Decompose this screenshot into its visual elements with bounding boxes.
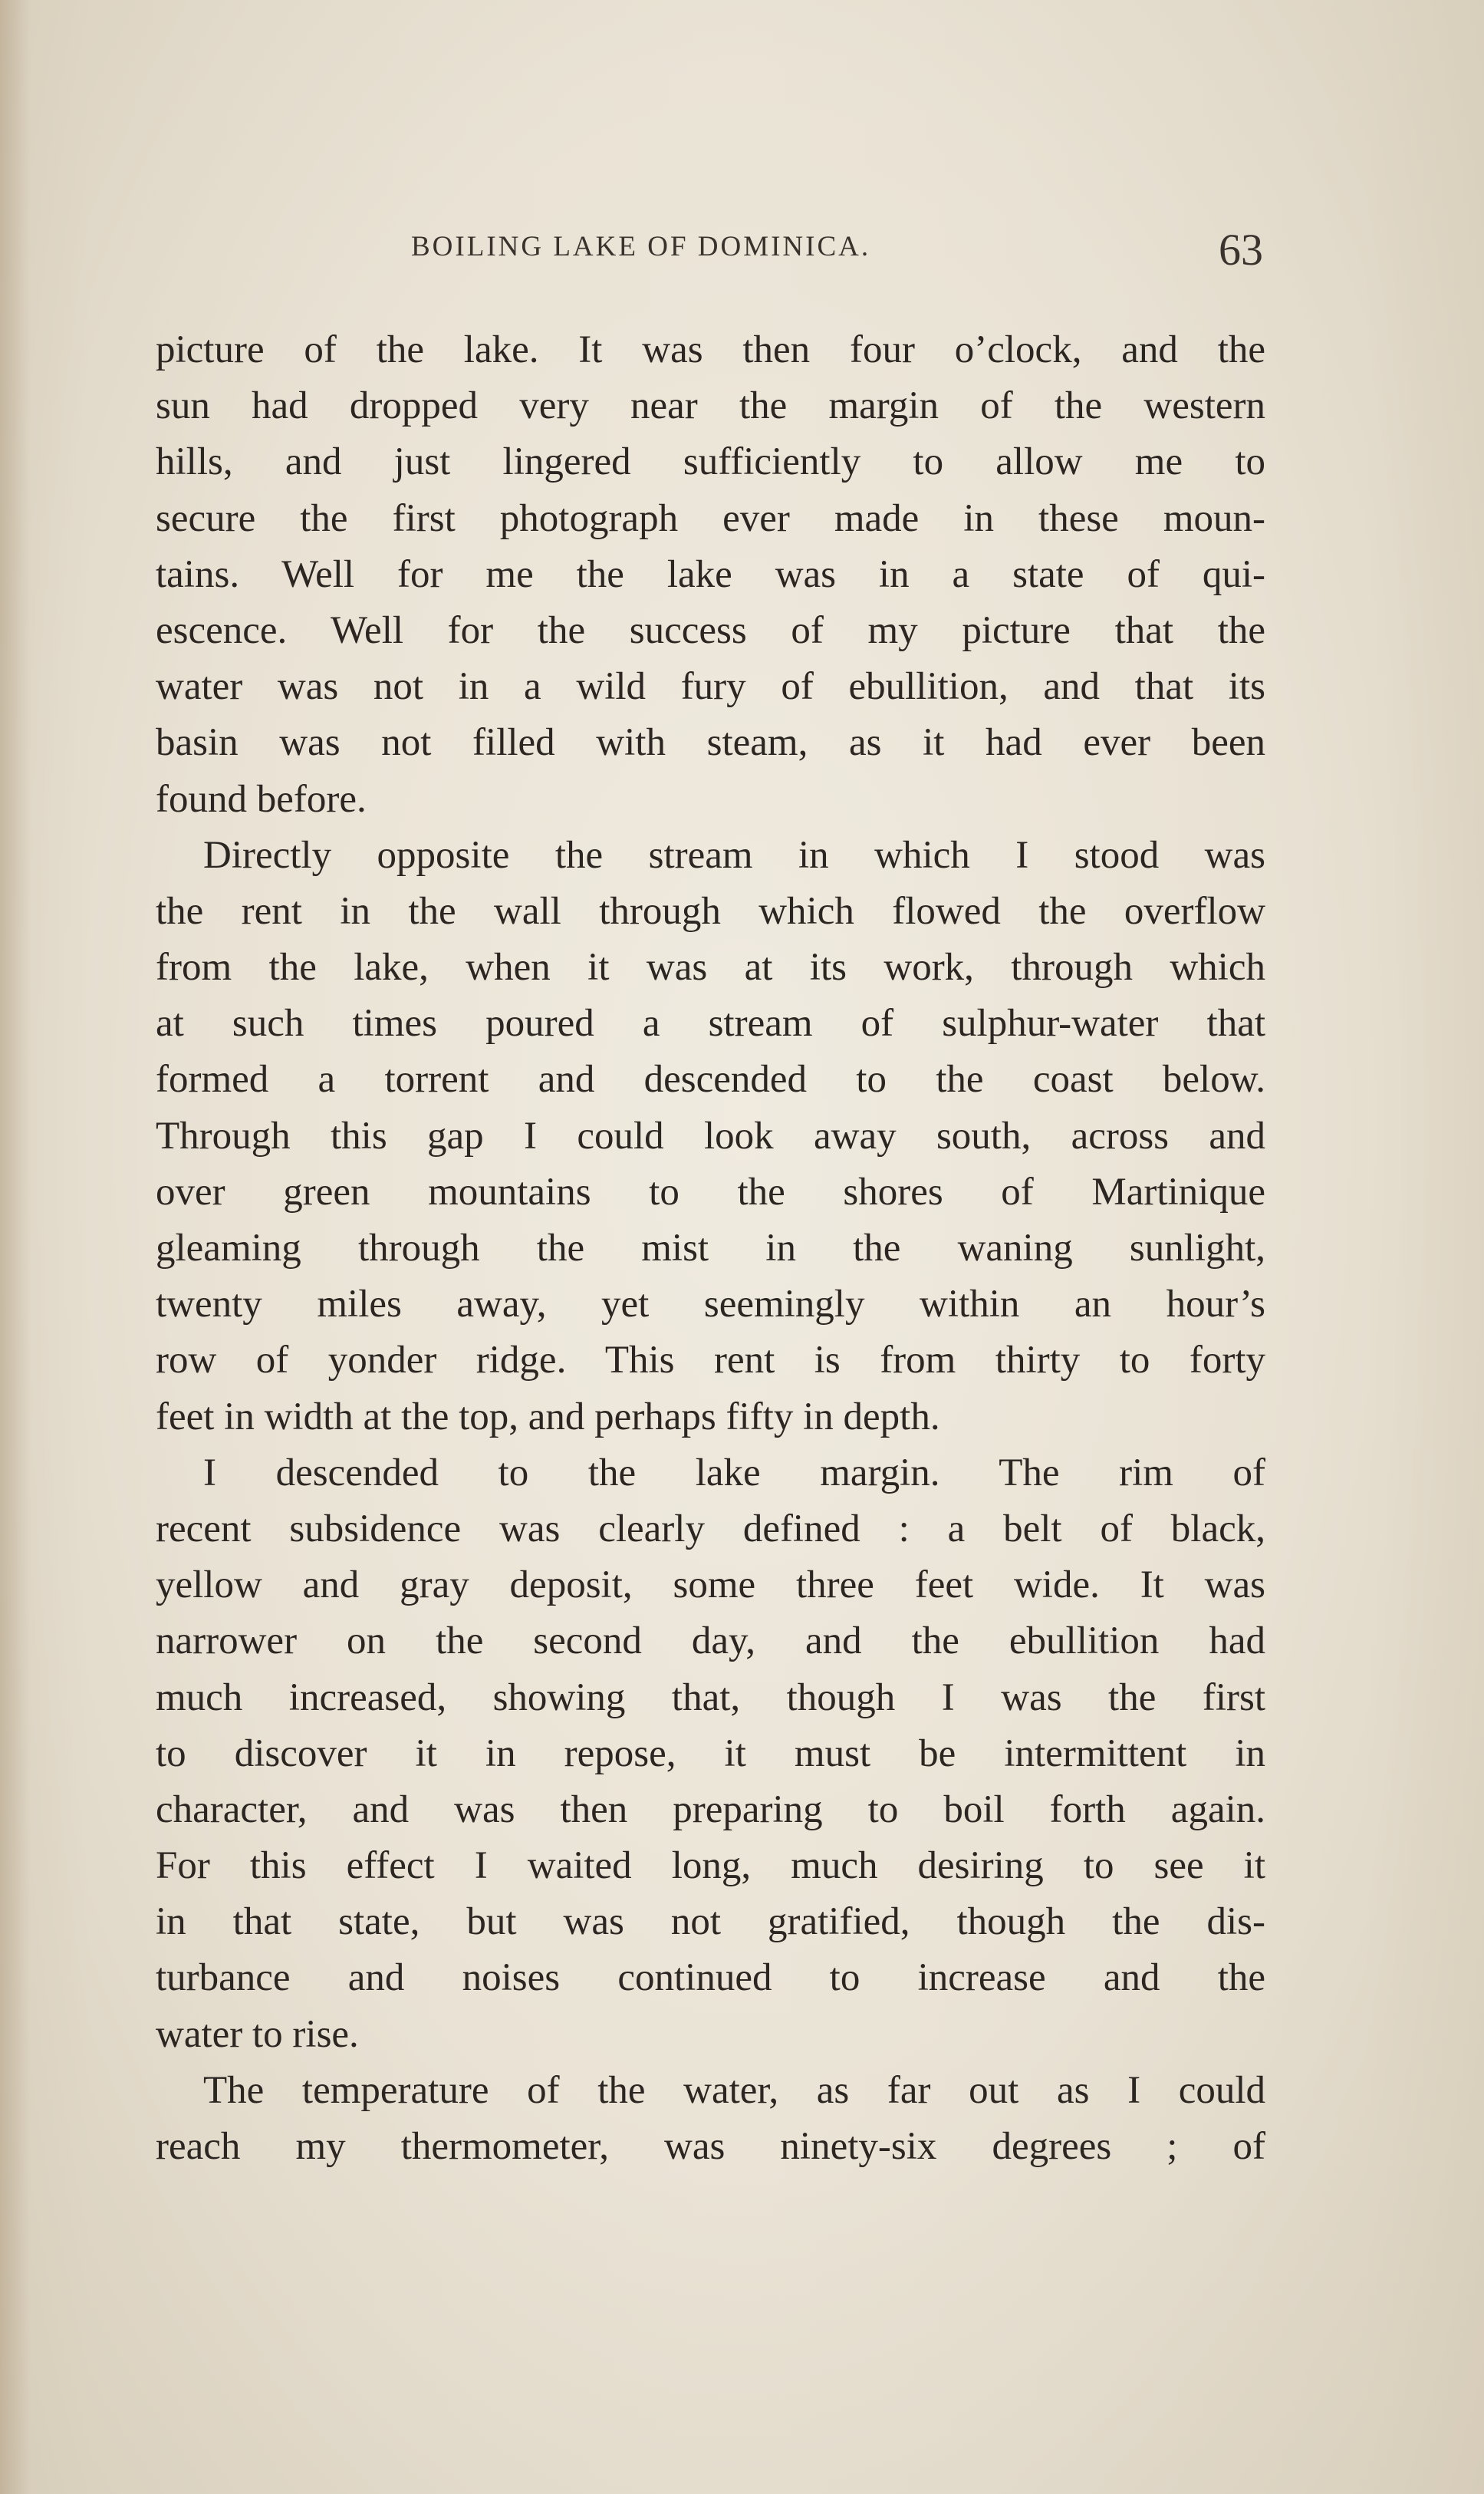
text-line: sun had dropped very near the margin of the western [156, 384, 1265, 428]
text-line: recent subsidence was clearly defined : a belt of black, [156, 1507, 1265, 1550]
text-line: in that state, but was not gratified, though the dis- [156, 1900, 1265, 1944]
text-line: water was not in a wild fury of ebullition, and that its [156, 665, 1265, 709]
text-line: hills, and just lingered sufficiently to allow me to [156, 440, 1265, 484]
text-line: basin was not filled with steam, as it had ever been [156, 721, 1265, 765]
page-number: 63 [1219, 225, 1263, 275]
running-title: BOILING LAKE OF DOMINICA. [411, 231, 871, 262]
text-line: escence. Well for the success of my picture that the [156, 608, 1265, 652]
body-text [156, 322, 1265, 2175]
text-line: water to rise. [156, 2012, 359, 2056]
text-line: to discover it in repose, it must be intermittent in [156, 1731, 1265, 1775]
text-line: Through this gap I could look away south, across and [156, 1114, 1265, 1158]
text-line: The temperature of the water, as far out as I could [203, 2068, 1265, 2112]
text-line: row of yonder ridge. This rent is from thirty to forty [156, 1339, 1265, 1382]
text-line: Directly opposite the stream in which I stood was [203, 833, 1265, 877]
text-line: reach my thermometer, was ninety-six degrees ; of [156, 2125, 1265, 2168]
text-line: For this effect I waited long, much desiring to see it [156, 1844, 1265, 1888]
text-line: yellow and gray deposit, some three feet wide. It was [156, 1563, 1265, 1607]
text-line: much increased, showing that, though I was the first [156, 1675, 1265, 1719]
text-line: picture of the lake. It was then four o’clock, and the [156, 328, 1265, 371]
text-line: from the lake, when it was at its work, through which [156, 946, 1265, 990]
text-line: found before. [156, 777, 367, 821]
text-line: tains. Well for me the lake was in a state of qui- [156, 552, 1265, 596]
text-line: over green mountains to the shores of Martinique [156, 1170, 1265, 1214]
text-line: secure the first photograph ever made in these moun- [156, 496, 1265, 540]
text-line: at such times poured a stream of sulphur-water that [156, 1002, 1265, 1046]
text-line: narrower on the second day, and the ebullition had [156, 1619, 1265, 1663]
text-line: twenty miles away, yet seemingly within an hour’s [156, 1283, 1265, 1326]
text-line: turbance and noises continued to increase and the [156, 1956, 1265, 2000]
text-line: gleaming through the mist in the waning sunlight, [156, 1227, 1265, 1270]
text-line: formed a torrent and descended to the coast below. [156, 1058, 1265, 1102]
text-line: the rent in the wall through which flowed the overflow [156, 889, 1265, 933]
text-line: feet in width at the top, and perhaps fifty in depth. [156, 1395, 940, 1438]
text-line: I descended to the lake margin. The rim of [203, 1451, 1265, 1494]
text-line: character, and was then preparing to boil forth again. [156, 1787, 1265, 1831]
